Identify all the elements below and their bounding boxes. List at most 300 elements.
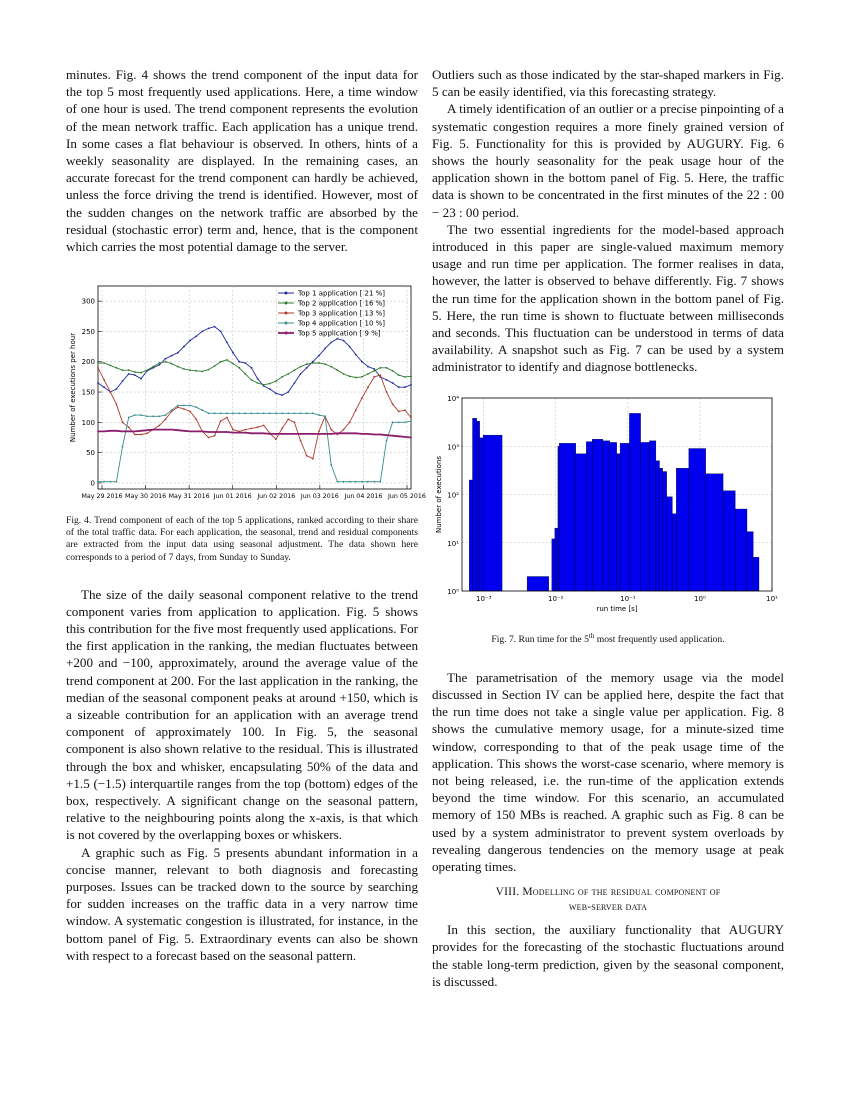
data-point: [116, 481, 118, 483]
data-point: [300, 433, 302, 435]
histogram-bar: [753, 557, 759, 591]
data-point: [355, 433, 357, 435]
data-point: [165, 429, 167, 431]
data-point: [226, 413, 228, 415]
data-point: [312, 362, 314, 364]
data-point: [275, 380, 277, 382]
data-point: [109, 391, 111, 393]
data-point: [269, 383, 271, 385]
data-point: [238, 361, 240, 363]
y-tick-label: 100: [81, 419, 95, 428]
data-point: [159, 416, 161, 418]
histogram-bar: [735, 509, 747, 591]
data-point: [398, 436, 400, 438]
data-point: [238, 367, 240, 369]
x-tick-label: Jun 03 2016: [300, 493, 339, 501]
left-column: [66, 66, 426, 964]
data-point: [379, 367, 381, 369]
histogram-bar: [559, 443, 576, 591]
data-point: [398, 422, 400, 424]
data-point: [306, 455, 308, 457]
data-point: [361, 481, 363, 483]
histogram-bar: [469, 480, 472, 591]
data-point: [349, 346, 351, 348]
data-point: [116, 388, 118, 390]
data-point: [386, 379, 388, 381]
data-point: [367, 373, 369, 375]
data-point: [97, 481, 99, 483]
x-tick-label: 10⁻²: [548, 594, 564, 603]
histogram-bar: [555, 528, 558, 591]
legend-marker: [285, 312, 288, 315]
data-point: [251, 433, 253, 435]
histogram-bar: [641, 442, 650, 591]
data-point: [208, 413, 210, 415]
data-point: [116, 430, 118, 432]
data-point: [226, 417, 228, 419]
figure-4-caption: Fig. 4. Trend component of each of the top 5 applications, ranked according to their share of the total traffic data. For each application, the seasonal, trend and residual components are extracted from the input data using seasonal adjustment. The data shown here corresponds to a period of 7 days, from Sunday to Sunday.: [66, 515, 418, 563]
histogram-bar: [483, 435, 502, 591]
data-point: [373, 481, 375, 483]
data-point: [306, 364, 308, 366]
data-point: [300, 373, 302, 375]
data-point: [220, 331, 222, 333]
data-point: [232, 352, 234, 354]
histogram-bar: [576, 453, 586, 590]
data-point: [244, 413, 246, 415]
y-tick-label: 10¹: [447, 539, 459, 548]
data-point: [294, 422, 296, 424]
data-point: [355, 377, 357, 379]
paragraph: The parametrisation of the memory usage via the model discussed in Section IV can be applied here, despite the fact that the run time does not take a single value per application. Fig. 8 shows the cumulative memory usage, for a minute-sized time window, corresponding to that of the peak usage time of the application. This shows the worst-case scenario, where memory is not being released, i.e. the run-time of the application extends beyond the time window. For this scenario, an accumulated memory of 150 MBs is reached. A graphic such as Fig. 8 can be used by a system administrator to prevent system overloads by revealing dangerous tendencies on the memory usage at peak operating times.: [432, 669, 784, 875]
data-point: [269, 413, 271, 415]
data-point: [189, 340, 191, 342]
data-point: [195, 336, 197, 338]
data-point: [287, 419, 289, 421]
data-point: [195, 370, 197, 372]
data-point: [367, 387, 369, 389]
data-point: [201, 410, 203, 412]
data-point: [183, 368, 185, 370]
histogram-bar: [592, 439, 603, 591]
data-point: [152, 429, 154, 431]
data-point: [189, 411, 191, 413]
histogram-bar: [629, 413, 640, 591]
histogram-bar: [676, 468, 689, 591]
data-point: [220, 420, 222, 422]
histogram-bar: [473, 418, 477, 591]
data-point: [195, 419, 197, 421]
histogram-bar: [480, 437, 483, 590]
data-point: [159, 364, 161, 366]
data-point: [128, 427, 130, 429]
data-point: [189, 405, 191, 407]
data-point: [208, 437, 210, 439]
caption-text: Fig. 7. Run time for the 5: [491, 633, 589, 645]
data-point: [410, 376, 412, 378]
data-point: [287, 413, 289, 415]
data-point: [306, 433, 308, 435]
legend-marker: [285, 302, 288, 305]
paragraph: A graphic such as Fig. 5 presents abundant information in a concise manner, relevant to both diagnosis and forecasting purposes. Issues can be tracked down to the source by searching for sudden increases on the traffic data in a very narrow time window. A systematic congestion is illustrated, for instance, in the bottom panel of Fig. 5. Extraordinary events can also be shown with respect to a forecast based on the seasonal pattern.: [66, 844, 418, 963]
section-heading: [432, 885, 784, 915]
data-point: [392, 382, 394, 384]
y-tick-label: 50: [86, 449, 95, 458]
data-point: [97, 382, 99, 384]
histogram-bar: [747, 531, 753, 590]
data-point: [294, 413, 296, 415]
legend-marker: [285, 322, 288, 325]
data-point: [306, 367, 308, 369]
data-point: [392, 404, 394, 406]
data-point: [281, 394, 283, 396]
data-point: [134, 414, 136, 416]
data-point: [109, 430, 111, 432]
data-point: [165, 361, 167, 363]
data-point: [324, 364, 326, 366]
data-point: [109, 481, 111, 483]
data-point: [349, 422, 351, 424]
data-point: [195, 431, 197, 433]
data-point: [404, 376, 406, 378]
data-point: [244, 373, 246, 375]
data-point: [287, 373, 289, 375]
data-point: [318, 362, 320, 364]
data-point: [189, 431, 191, 433]
data-point: [318, 433, 320, 435]
histogram-bar: [558, 446, 559, 591]
figure-4-trend-chart: [66, 279, 426, 511]
data-point: [177, 405, 179, 407]
data-point: [244, 429, 246, 431]
y-axis-label: Number of executions per hour: [69, 333, 77, 443]
legend-marker: [285, 292, 288, 295]
data-point: [318, 414, 320, 416]
data-point: [257, 382, 259, 384]
data-point: [318, 431, 320, 433]
data-point: [251, 379, 253, 381]
data-point: [177, 366, 179, 368]
x-tick-label: 10¹: [766, 594, 778, 603]
data-point: [324, 416, 326, 418]
data-point: [337, 370, 339, 372]
data-point: [287, 391, 289, 393]
data-point: [128, 370, 130, 372]
data-point: [300, 413, 302, 415]
data-point: [361, 361, 363, 363]
data-point: [300, 366, 302, 368]
y-tick-label: 0: [90, 479, 95, 488]
data-point: [281, 376, 283, 378]
data-point: [134, 374, 136, 376]
histogram-bar: [672, 513, 676, 590]
data-point: [103, 387, 105, 389]
data-point: [343, 373, 345, 375]
legend-entry: Top 4 application [ 10 %]: [298, 319, 386, 328]
data-point: [177, 407, 179, 409]
data-point: [404, 422, 406, 424]
data-point: [140, 434, 142, 436]
data-point: [263, 413, 265, 415]
data-point: [177, 430, 179, 432]
data-point: [379, 434, 381, 436]
data-point: [232, 363, 234, 365]
y-tick-label: 10⁰: [447, 587, 459, 596]
caption-superscript: th: [588, 631, 595, 640]
legend-entry: Top 2 application [ 16 %]: [298, 299, 386, 308]
data-point: [349, 433, 351, 435]
data-point: [220, 361, 222, 363]
data-point: [134, 431, 136, 433]
data-point: [294, 382, 296, 384]
data-point: [330, 433, 332, 435]
x-tick-label: May 29 2016: [81, 493, 123, 501]
data-point: [386, 434, 388, 436]
data-point: [263, 425, 265, 427]
section-title-line: VIII. Modelling of the residual component of: [495, 886, 721, 899]
paragraph: The size of the daily seasonal component relative to the trend component varies from application to application. Fig. 5 shows this contribution for the five most frequently used applications. For the first application in the ranking, the median fluctuates between +200 and −100, approximately, around the average value of the trend component at 200. For the last application in the ranking, the median of the seasonal component peaks at around +150, which is a sizeable contribution for an application with an average trend component of approximately 100. In Fig. 5, the seasonal component is also shown relative to the residual. This is illustrated through the box and whisker, encapsulating 50% of the data and +1.5 (−1.5) interquartile ranges from the top (bottom) edges of the box, respectively. A significant change on the seasonal pattern, relative to the neighbouring points along the x-axis, is that which is not covered by the overlapping boxes or whiskers.: [66, 586, 419, 843]
data-point: [103, 481, 105, 483]
x-tick-label: Jun 02 2016: [257, 493, 296, 501]
data-point: [386, 440, 388, 442]
data-point: [281, 433, 283, 435]
data-point: [324, 348, 326, 350]
data-point: [343, 340, 345, 342]
data-point: [355, 354, 357, 356]
data-point: [122, 380, 124, 382]
data-point: [140, 378, 142, 380]
data-point: [410, 417, 412, 419]
data-point: [140, 372, 142, 374]
data-point: [373, 370, 375, 372]
histogram-bar: [527, 576, 549, 591]
data-point: [263, 433, 265, 435]
data-point: [214, 365, 216, 367]
data-point: [392, 370, 394, 372]
data-point: [349, 376, 351, 378]
data-point: [146, 370, 148, 372]
data-point: [251, 413, 253, 415]
histogram-bar: [620, 443, 629, 591]
data-point: [257, 427, 259, 429]
data-point: [128, 431, 130, 433]
data-point: [165, 414, 167, 416]
data-point: [410, 437, 412, 439]
data-point: [361, 376, 363, 378]
data-point: [244, 362, 246, 364]
paragraph: minutes. Fig. 4 shows the trend component of the input data for the top 5 most frequently used applications. Here, a time window of one hour is used. The trend component represents the evolution of the mean network traffic. Each application has a unique trend. In some cases a flat behaviour is observed. In others, hints of a weekly seasonality are displayed. In the remaining cases, an accurate forecast for the trend component can hardly be achieved, unless the force driving the trend is identified. However, most of the sudden changes on the network traffic are absorbed by the residual (stochastic error) term and, hence, that is the component which carries the most potential damage to the server.: [66, 67, 418, 255]
data-point: [392, 422, 394, 424]
data-point: [159, 429, 161, 431]
data-point: [232, 413, 234, 415]
data-point: [214, 431, 216, 433]
data-point: [275, 439, 277, 441]
data-point: [373, 376, 375, 378]
data-point: [263, 384, 265, 386]
data-point: [367, 366, 369, 368]
histogram-bar: [667, 496, 673, 590]
data-point: [214, 326, 216, 328]
histogram-bar: [586, 441, 592, 590]
caption-text: most frequently used application.: [594, 633, 725, 645]
data-point: [177, 352, 179, 354]
data-point: [312, 413, 314, 415]
data-point: [122, 422, 124, 424]
data-point: [251, 428, 253, 430]
data-point: [116, 367, 118, 369]
legend-entry: Top 3 application [ 13 %]: [298, 309, 386, 318]
data-point: [330, 429, 332, 431]
data-point: [300, 440, 302, 442]
data-point: [152, 366, 154, 368]
histogram-bar: [706, 473, 724, 590]
data-point: [109, 365, 111, 367]
data-point: [159, 362, 161, 364]
data-point: [330, 366, 332, 368]
data-point: [208, 328, 210, 330]
data-point: [287, 433, 289, 435]
data-point: [140, 430, 142, 432]
x-tick-label: 10⁰: [694, 594, 706, 603]
y-tick-label: 10³: [447, 442, 459, 451]
figure-7-runtime-histogram: [432, 390, 784, 622]
data-point: [134, 434, 136, 436]
data-point: [337, 338, 339, 340]
legend-entry: Top 1 application [ 21 %]: [298, 289, 386, 298]
data-point: [392, 435, 394, 437]
data-point: [337, 481, 339, 483]
data-point: [226, 359, 228, 361]
x-tick-label: May 31 2016: [168, 493, 210, 501]
data-point: [220, 413, 222, 415]
data-point: [165, 419, 167, 421]
data-point: [337, 433, 339, 435]
data-point: [183, 408, 185, 410]
data-point: [379, 374, 381, 376]
data-point: [379, 481, 381, 483]
data-point: [97, 367, 99, 369]
data-point: [275, 413, 277, 415]
data-point: [189, 370, 191, 372]
data-point: [361, 397, 363, 399]
data-point: [146, 416, 148, 418]
data-point: [128, 417, 130, 419]
legend-entry: Top 5 application [ 9 %]: [298, 329, 381, 338]
right-column: [432, 66, 784, 990]
y-tick-label: 250: [81, 328, 95, 337]
data-point: [232, 432, 234, 434]
data-point: [183, 430, 185, 432]
histogram-bar: [477, 421, 480, 591]
data-point: [140, 414, 142, 416]
data-point: [312, 458, 314, 460]
data-point: [398, 387, 400, 389]
data-point: [103, 362, 105, 364]
data-point: [367, 433, 369, 435]
histogram-bar: [617, 453, 620, 590]
data-point: [97, 431, 99, 433]
data-point: [226, 431, 228, 433]
data-point: [404, 410, 406, 412]
data-point: [183, 405, 185, 407]
data-point: [275, 433, 277, 435]
paragraph: Outliers such as those indicated by the star-shaped markers in Fig. 5 can be easily identified, via this forecasting strategy.: [432, 67, 784, 100]
data-point: [404, 436, 406, 438]
data-point: [330, 342, 332, 344]
data-point: [238, 432, 240, 434]
data-point: [134, 371, 136, 373]
data-point: [269, 433, 271, 435]
data-point: [183, 346, 185, 348]
data-point: [171, 363, 173, 365]
histogram-bar: [603, 440, 610, 590]
data-point: [294, 370, 296, 372]
data-point: [349, 481, 351, 483]
data-point: [152, 416, 154, 418]
x-tick-label: 10⁻¹: [620, 594, 636, 603]
histogram-bar: [663, 471, 667, 591]
data-point: [146, 433, 148, 435]
data-point: [159, 425, 161, 427]
data-point: [122, 370, 124, 372]
paragraph: In this section, the auxiliary functionality that AUGURY provides for the forecasting of the stochastic fluctuations around the stable long-term prediction, given by the seasonal component, is discussed.: [432, 922, 784, 989]
data-point: [201, 371, 203, 373]
data-point: [103, 379, 105, 381]
y-tick-label: 10²: [447, 491, 459, 500]
data-point: [257, 433, 259, 435]
data-point: [201, 431, 203, 433]
data-point: [201, 331, 203, 333]
data-point: [226, 342, 228, 344]
data-point: [208, 369, 210, 371]
x-tick-label: Jun 04 2016: [344, 493, 383, 501]
data-point: [306, 413, 308, 415]
data-point: [398, 374, 400, 376]
x-tick-label: May 30 2016: [125, 493, 167, 501]
paragraph: The two essential ingredients for the model-based approach introduced in this paper are single-valued maximum memory usage and run time per application. The former realises in data, however, the latter is observed to behave differently. Fig. 7 shows the run time for the application shown in the bottom panel of Fig. 5. Here, the run time is shown to fluctuate between milliseconds and seconds. This fluctuation can be understood in terms of data availability. A snapshot such as Fig. 7 can be used by a system administrator to identify and diagnose bottlenecks.: [432, 221, 784, 375]
data-point: [97, 362, 99, 364]
data-point: [214, 413, 216, 415]
paragraph: A timely identification of an outlier or a precise pinpointing of a systematic congestion requires a more finely grained version of Fig. 5. Functionality for this is provided by AUGURY. Fig. 6 shows the hourly seasonality for the peak usage hour of the application shown in the bottom panel of Fig. 5. Here, the traffic data is shown to be concentrated in the first minutes of the 22 : 00 − 23 : 00 period.: [432, 101, 784, 220]
data-point: [195, 407, 197, 409]
section-title-line: web-server data: [568, 901, 648, 914]
data-point: [122, 431, 124, 433]
data-point: [269, 388, 271, 390]
histogram-bar: [610, 442, 617, 591]
y-tick-label: 300: [81, 297, 95, 306]
data-point: [128, 373, 130, 375]
histogram-bar: [723, 490, 735, 590]
data-point: [367, 481, 369, 483]
data-point: [220, 431, 222, 433]
data-point: [324, 433, 326, 435]
data-point: [386, 367, 388, 369]
y-axis-label: Number of executions: [435, 455, 443, 533]
y-tick-label: 10⁴: [447, 394, 459, 403]
data-point: [410, 420, 412, 422]
data-point: [343, 429, 345, 431]
data-point: [281, 413, 283, 415]
data-point: [251, 367, 253, 369]
histogram-bar: [656, 460, 660, 590]
data-point: [330, 464, 332, 466]
data-point: [373, 368, 375, 370]
data-point: [214, 435, 216, 437]
data-point: [312, 433, 314, 435]
data-point: [238, 413, 240, 415]
legend-marker: [285, 332, 288, 335]
data-point: [171, 355, 173, 357]
